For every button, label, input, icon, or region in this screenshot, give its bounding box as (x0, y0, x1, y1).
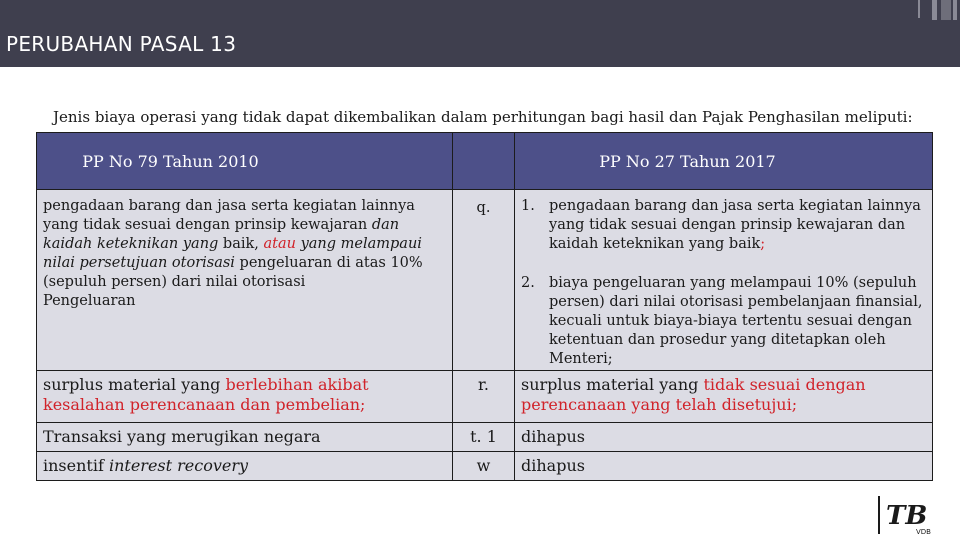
cell-mid: w (453, 452, 515, 481)
table-row (37, 190, 933, 371)
cell-mid: r. (453, 371, 515, 423)
title-bar-decoration (932, 0, 937, 20)
cell-text: yang melampaui nilai persetujuan otorisasi (43, 236, 422, 271)
cell-mid: q. (453, 190, 515, 371)
logo (876, 494, 946, 538)
list-item: 2. biaya pengeluaran yang melampaui 10% (sepuluh persen) dari nilai otorisasi pembelanjaan finansial, kecuali untuk biaya-biaya tertentu sesuai dengan ketentuan dan prosedur yang ditetapkan oleh Menteri; (521, 275, 923, 367)
cell-text: baik, (218, 236, 264, 252)
header-pp-79: PP No 79 Tahun 2010 (37, 133, 453, 190)
table-header-row (37, 133, 933, 190)
cell-left: surplus material yang berlebihan akibat kesalahan perencanaan dan pembelian; (37, 371, 453, 423)
cell-right: surplus material yang tidak sesuai dengan perencanaan yang telah disetujui; (515, 371, 933, 423)
header-spacer (453, 133, 515, 190)
slide-subtitle: Jenis biaya operasi yang tidak dapat dikembalikan dalam perhitungan bagi hasil dan Pajak Penghasilan meliputi: (53, 108, 913, 126)
table-row (37, 371, 933, 423)
cell-mid: t. 1 (453, 423, 515, 452)
cell-text: pengadaan barang dan jasa serta kegiatan lainnya yang tidak sesuai dengan prinsip kewajaran (43, 198, 415, 233)
cell-right (515, 190, 933, 371)
list-spacer (521, 254, 926, 274)
logo-text: TB (886, 501, 928, 531)
table-row (37, 423, 933, 452)
title-bar-decoration (953, 0, 957, 20)
cell-text: Pengeluaran (43, 293, 136, 309)
title-bar (0, 0, 960, 67)
cell-text: dan kaidah keteknikan yang (43, 217, 400, 252)
cell-left: insentif interest recovery (37, 452, 453, 481)
title-bar-decoration (918, 0, 920, 18)
cell-text-highlight: atau (263, 236, 296, 252)
logo-graphic (876, 494, 946, 538)
slide-title: PERUBAHAN PASAL 13 (6, 32, 237, 56)
cell-right: dihapus (515, 423, 933, 452)
right-list (521, 197, 926, 369)
cell-text: pengeluaran di atas 10% (sepuluh persen) dari nilai otorisasi (43, 255, 423, 290)
cell-left: Transaksi yang merugikan negara (37, 423, 453, 452)
logo-caption: VDB (916, 528, 931, 536)
list-item: 1. pengadaan barang dan jasa serta kegiatan lainnya yang tidak sesuai dengan prinsip kewajaran dan kaidah keteknikan yang baik; (521, 198, 921, 252)
table-row (37, 452, 933, 481)
cell-left (37, 190, 453, 371)
comparison-table (36, 132, 933, 481)
header-pp-27: PP No 27 Tahun 2017 (515, 133, 933, 190)
cell-right: dihapus (515, 452, 933, 481)
title-bar-decoration (941, 0, 951, 20)
